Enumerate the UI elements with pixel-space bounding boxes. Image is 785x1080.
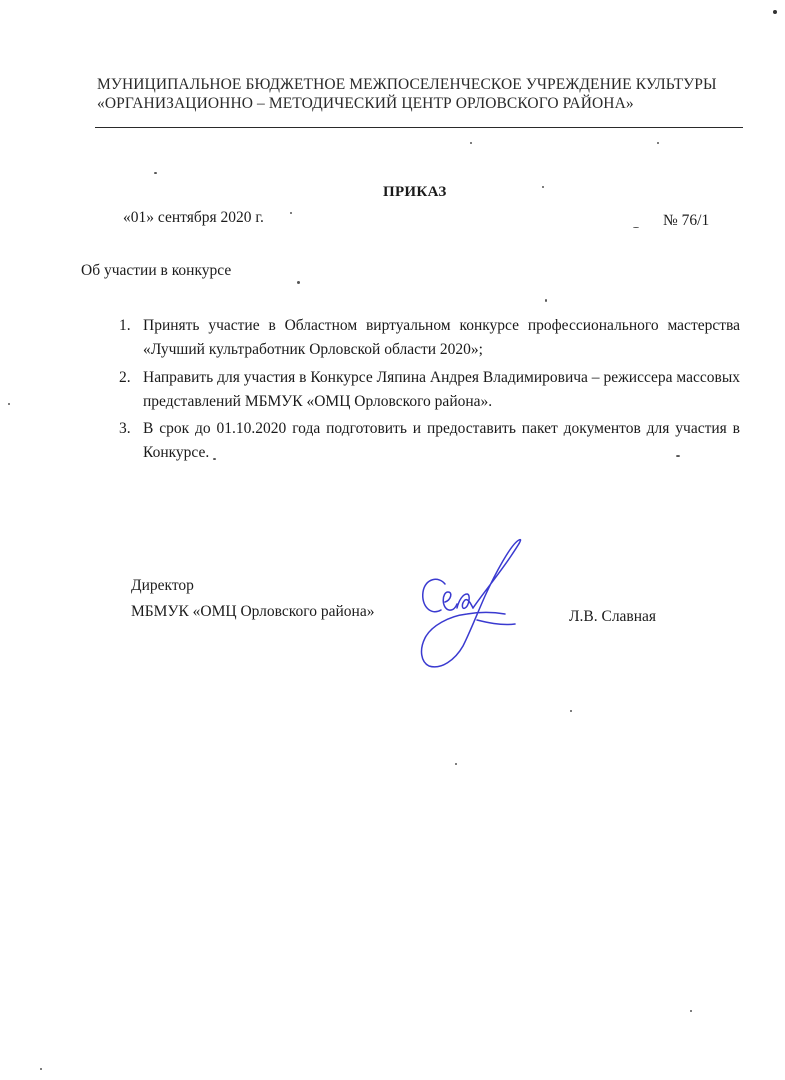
scan-speck <box>40 1068 42 1070</box>
scan-speck <box>297 281 300 284</box>
order-date: «01» сентября 2020 г. <box>123 209 264 226</box>
org-name-line-1: МУНИЦИПАЛЬНОЕ БЮДЖЕТНОЕ МЕЖПОСЕЛЕНЧЕСКОЕ УЧРЕЖДЕНИЕ КУЛЬТУРЫ <box>97 76 717 93</box>
scan-speck <box>455 763 457 765</box>
list-item-number: 3. <box>119 420 131 437</box>
scan-speck <box>690 1010 692 1012</box>
list-item-text-line: «Лучший культработник Орловской области 2020»; <box>143 341 483 358</box>
scan-speck <box>542 186 544 188</box>
signer-position: Директор <box>131 577 194 594</box>
scan-speck <box>633 227 639 228</box>
scan-speck <box>570 710 572 712</box>
scan-speck <box>676 455 680 457</box>
scan-speck <box>657 142 659 144</box>
list-item-text-line: В срок до 01.10.2020 года подготовить и предоставить пакет документов для участия в <box>143 420 740 437</box>
scan-speck <box>470 142 472 144</box>
scan-speck <box>290 212 292 214</box>
list-item-text-line: Конкурсе. <box>143 444 210 461</box>
document-title: ПРИКАЗ <box>383 184 447 200</box>
list-item-text-line: Направить для участия в Конкурсе Ляпина Андрея Владимировича – режиссера массовых <box>143 369 740 386</box>
handwritten-signature <box>415 534 535 676</box>
list-item-text-line: представлений МБМУК «ОМЦ Орловского района». <box>143 393 493 410</box>
list-item-number: 1. <box>119 317 131 334</box>
order-subject: Об участии в конкурсе <box>81 262 232 279</box>
scan-speck <box>154 172 157 174</box>
list-item-text-line: Принять участие в Областном виртуальном конкурсе профессионального мастерства <box>143 317 740 334</box>
signer-name: Л.В. Славная <box>569 608 657 625</box>
scan-speck <box>545 299 547 302</box>
scan-speck <box>8 403 10 405</box>
order-number: № 76/1 <box>663 212 710 229</box>
header-divider <box>95 127 743 128</box>
scan-speck <box>213 458 216 460</box>
signer-organization: МБМУК «ОМЦ Орловского района» <box>131 603 375 620</box>
org-name-line-2: «ОРГАНИЗАЦИОННО – МЕТОДИЧЕСКИЙ ЦЕНТР ОРЛОВСКОГО РАЙОНА» <box>97 95 634 112</box>
scan-speck <box>773 10 777 14</box>
list-item-number: 2. <box>119 369 131 386</box>
